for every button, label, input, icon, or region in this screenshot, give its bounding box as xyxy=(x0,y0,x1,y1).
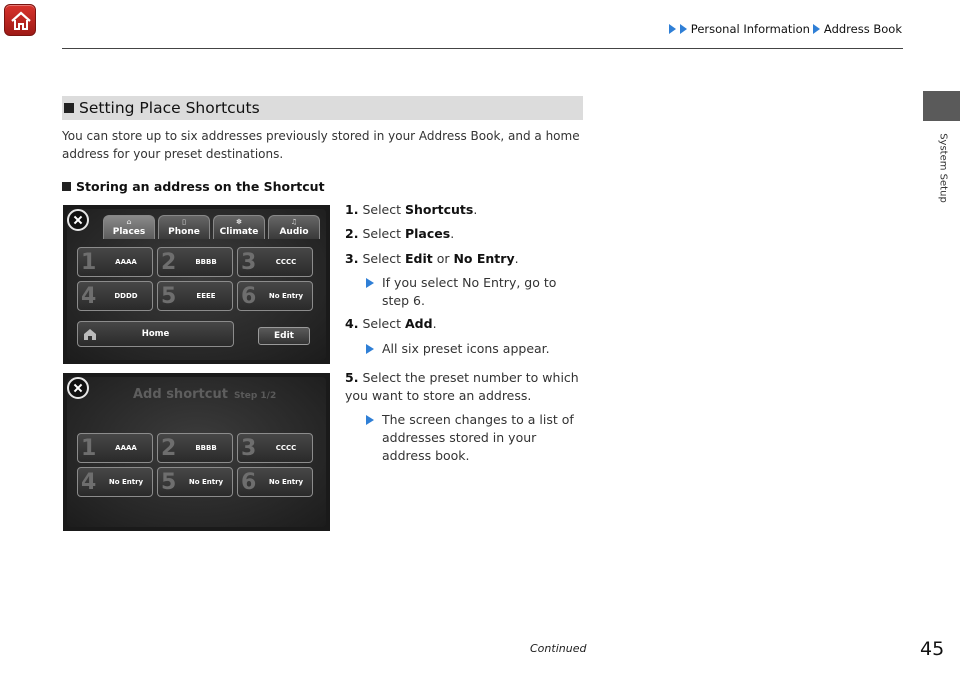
preset-number: 3 xyxy=(241,250,257,275)
preset-name: AAAA xyxy=(115,258,137,266)
breadcrumb-arrow-icon xyxy=(669,24,676,34)
step-5 xyxy=(345,369,585,405)
home-icon xyxy=(9,9,33,33)
places-icon: ⌂ xyxy=(126,218,132,226)
preset-number: 5 xyxy=(161,470,177,495)
preset-name: No Entry xyxy=(268,292,304,300)
step-text: Select xyxy=(362,251,405,266)
square-bullet-icon xyxy=(62,182,71,191)
step-text: . xyxy=(432,316,437,331)
step-3-result: If you select No Entry, go to step 6. xyxy=(364,274,584,310)
tab-phone[interactable] xyxy=(158,215,210,239)
preset-number: 6 xyxy=(241,470,257,495)
audio-icon: ♫ xyxy=(290,218,298,226)
square-bullet-icon xyxy=(64,103,74,113)
preset-name: EEEE xyxy=(196,292,216,300)
breadcrumb-arrow-icon xyxy=(813,24,820,34)
shortcut-tabs xyxy=(103,215,320,239)
step-number: 2. xyxy=(345,226,359,241)
subheading xyxy=(62,179,325,194)
step-number: 4. xyxy=(345,316,359,331)
breadcrumb-personal-information[interactable]: Personal Information xyxy=(690,22,810,36)
continued-label: Continued xyxy=(530,642,587,655)
preset-name: AAAA xyxy=(115,444,137,452)
preset-name: No Entry xyxy=(188,478,224,486)
home-label: Home xyxy=(141,329,170,339)
edit-button[interactable]: Edit xyxy=(258,327,310,345)
screenshot-shortcuts xyxy=(63,205,330,364)
preset-name: No Entry xyxy=(108,478,144,486)
close-icon[interactable] xyxy=(67,209,89,231)
step-keyword: No Entry xyxy=(453,251,515,266)
section-heading-bar xyxy=(62,96,583,120)
subheading-text: Storing an address on the Shortcut xyxy=(76,179,325,194)
preset-number: 4 xyxy=(81,470,97,495)
step-text: . xyxy=(473,202,478,217)
home-shortcut-button[interactable] xyxy=(77,321,234,347)
tab-audio[interactable] xyxy=(268,215,320,239)
step-text: or xyxy=(432,251,454,266)
preset-name: DDDD xyxy=(114,292,138,300)
step-text: Select the preset number to which you want to store an address. xyxy=(345,370,579,403)
preset-button-2[interactable] xyxy=(157,247,233,277)
screen-title xyxy=(133,387,276,402)
tab-label: Climate xyxy=(219,227,259,237)
phone-icon: ▯ xyxy=(182,218,186,226)
preset-number: 2 xyxy=(161,436,177,461)
step-5-result: The screen changes to a list of addresses stored in your address book. xyxy=(364,411,584,465)
preset-button-2[interactable] xyxy=(157,433,233,463)
screen-title-text: Add shortcut xyxy=(133,387,228,402)
preset-number: 2 xyxy=(161,250,177,275)
side-chapter-tab[interactable] xyxy=(923,91,960,121)
page-number: 45 xyxy=(920,638,945,660)
step-text: Select xyxy=(362,316,405,331)
preset-button-3[interactable] xyxy=(237,247,313,277)
preset-name: No Entry xyxy=(268,478,304,486)
step-keyword: Shortcuts xyxy=(404,202,474,217)
step-number: 3. xyxy=(345,251,359,266)
step-number: 1. xyxy=(345,202,359,217)
step-number: 5. xyxy=(345,370,359,385)
preset-number: 6 xyxy=(241,284,257,309)
preset-grid xyxy=(77,247,313,311)
preset-name: CCCC xyxy=(275,444,297,452)
home-button[interactable] xyxy=(4,4,36,36)
preset-button-6[interactable] xyxy=(237,281,313,311)
preset-button-5[interactable] xyxy=(157,467,233,497)
preset-name: BBBB xyxy=(195,444,217,452)
step-4-result: All six preset icons appear. xyxy=(364,340,584,358)
preset-number: 4 xyxy=(81,284,97,309)
preset-name: BBBB xyxy=(195,258,217,266)
preset-button-1[interactable] xyxy=(77,247,153,277)
preset-number: 1 xyxy=(81,436,97,461)
step-text: . xyxy=(514,251,519,266)
screen-step-indicator: Step 1/2 xyxy=(233,391,277,401)
step-3 xyxy=(345,250,519,268)
step-1 xyxy=(345,201,477,219)
screenshot-add-shortcut xyxy=(63,373,330,531)
preset-button-6[interactable] xyxy=(237,467,313,497)
preset-button-3[interactable] xyxy=(237,433,313,463)
step-text: Select xyxy=(362,202,405,217)
close-icon[interactable] xyxy=(67,377,89,399)
breadcrumb-address-book[interactable]: Address Book xyxy=(823,22,902,36)
preset-button-4[interactable] xyxy=(77,467,153,497)
preset-number: 5 xyxy=(161,284,177,309)
section-title: Setting Place Shortcuts xyxy=(79,99,260,117)
breadcrumb xyxy=(669,22,902,36)
step-2 xyxy=(345,225,454,243)
intro-paragraph: You can store up to six addresses previously stored in your Address Book, and a home address for your preset destinations. xyxy=(62,129,580,161)
step-keyword: Add xyxy=(404,316,433,331)
step-keyword: Edit xyxy=(404,251,433,266)
tab-climate[interactable] xyxy=(213,215,265,239)
preset-number: 3 xyxy=(241,436,257,461)
tab-places[interactable] xyxy=(103,215,155,239)
preset-name: CCCC xyxy=(275,258,297,266)
step-text: Select xyxy=(362,226,405,241)
step-text: . xyxy=(450,226,455,241)
tab-label: Places xyxy=(112,227,146,237)
preset-grid xyxy=(77,433,313,497)
tab-label: Audio xyxy=(279,227,309,237)
climate-icon: ✽ xyxy=(236,218,242,226)
side-chapter-label: System Setup xyxy=(937,133,949,203)
preset-button-4[interactable] xyxy=(77,281,153,311)
step-4 xyxy=(345,315,437,333)
preset-button-5[interactable] xyxy=(157,281,233,311)
breadcrumb-arrow-icon xyxy=(680,24,687,34)
tab-label: Phone xyxy=(168,227,200,237)
step-keyword: Places xyxy=(404,226,451,241)
preset-button-1[interactable] xyxy=(77,433,153,463)
preset-number: 1 xyxy=(81,250,97,275)
header-divider xyxy=(62,48,903,49)
